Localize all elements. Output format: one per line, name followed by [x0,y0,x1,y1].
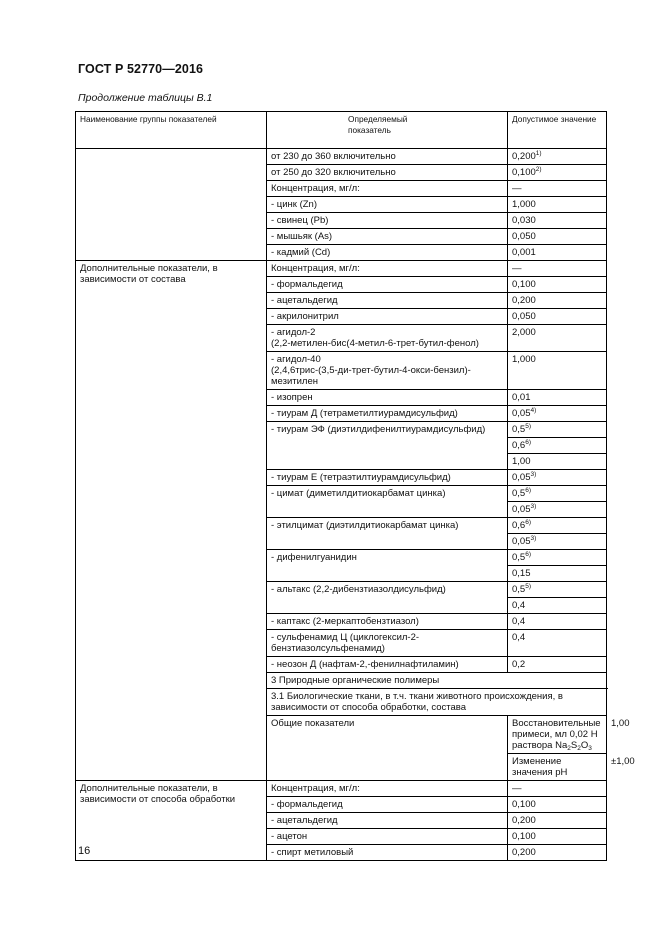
indicator-cell [508,716,607,754]
indicator-cell: - ацетон [267,829,508,845]
value-cell [508,422,607,438]
indicator-cell: - тиурам ЭФ (диэтилдифенилтиурамдисульфид) [267,422,508,470]
indicator-cell: - неозон Д (нафтам-2,-фенилнафтиламин) [267,657,508,673]
value-cell: 0,15 [508,566,607,582]
indicator-cell: - тиурам Д (тетраметилтиурамдисульфид) [267,406,508,422]
indicator-line: (2,2-метилен-бис(4-метил-6-трет-бутил-фенол) [271,338,479,349]
indicator-cell: Концентрация, мг/л: [267,181,508,197]
value-cell [508,149,607,165]
value: 0,6 [512,520,526,531]
value-cell: 1,00 [508,454,607,470]
table-header-row [76,112,607,149]
value-cell: 0,200 [508,293,607,309]
indicator-text: Восстановительные примеси, мл 0,02 Н раствора Na [512,718,601,751]
value-cell [508,438,607,454]
value-cell: 0,050 [508,309,607,325]
value-cell [508,550,607,566]
section-heading: 3 Природные органические полимеры [267,673,607,689]
value-cell: 0,030 [508,213,607,229]
indicator-cell: - формальдегид [267,797,508,813]
group-cell-empty [76,149,267,261]
table-caption: Продолжение таблицы В.1 [78,92,213,104]
value: 0,6 [512,440,526,451]
value-cell: 2,000 [508,325,607,352]
indicator-cell [267,325,508,352]
subscript: 2 [567,745,571,752]
document-header: ГОСТ Р 52770—2016 [78,62,204,76]
value-cell [508,502,607,518]
value: 0,5 [512,488,526,499]
indicator-text: S [570,740,578,751]
indicator-cell: - кадмий (Cd) [267,245,508,261]
indicator-cell: - ацетальдегид [267,293,508,309]
indicator-cell: - дифенилгуанидин [267,550,508,582]
footnote-ref: 6) [525,519,531,526]
value-cell [508,165,607,181]
value-cell [508,518,607,534]
value: 0,05 [512,536,531,547]
value: 0,100 [512,167,536,178]
indicator-cell: - сульфенамид Ц (циклогексил-2-бензтиазолсульфенамид) [267,630,508,657]
footnote-ref: 5) [525,423,531,430]
footnote-ref: 2) [535,166,542,173]
group-cell: Общие показатели [267,716,508,781]
value-cell: 0,050 [508,229,607,245]
group-cell: Дополнительные показатели, в зависимости от способа обработки [76,781,267,861]
value-cell: — [508,261,607,277]
indicator-cell: - спирт метиловый [267,845,508,861]
indicator-cell: от 250 до 320 включительно [267,165,508,181]
indicator-cell: - этилцимат (диэтилдитиокарбамат цинка) [267,518,508,550]
indicator-cell: - альтакс (2,2-дибензтиазолдисульфид) [267,582,508,614]
footnote-ref: 3) [530,535,537,542]
indicator-cell: Изменение значения pH [508,754,607,781]
indicator-cell: - цимат (диметилдитиокарбамат цинка) [267,486,508,518]
table-row [76,261,607,277]
indicator-cell: - формальдегид [267,277,508,293]
subscript: 2 [577,745,581,752]
footnote-ref: 6) [525,551,531,558]
value-cell: 1,000 [508,352,607,390]
footnote-ref: 6) [525,487,531,494]
value-cell: 1,000 [508,197,607,213]
footnote-ref: 6) [525,439,531,446]
indicator-cell: - каптакс (2-меркаптобензтиазол) [267,614,508,630]
group-cell: Дополнительные показатели, в зависимости от состава [76,261,267,781]
value-cell: 0,100 [508,277,607,293]
indicator-cell: - свинец (Pb) [267,213,508,229]
footnote-ref: 4) [530,407,537,414]
indicator-cell [267,352,508,390]
value-cell: 0,4 [508,630,607,657]
page-number: 16 [78,845,91,857]
value: 0,200 [512,151,536,162]
indicator-cell: - мышьяк (As) [267,229,508,245]
table-row [76,781,607,797]
column-header-group: Наименование группы показателей [76,112,267,149]
value-cell [508,406,607,422]
value-cell [508,486,607,502]
value-cell: 0,4 [508,598,607,614]
indicator-cell: - тиурам Е (тетраэтилтиурамдисульфид) [267,470,508,486]
value-cell: 0,001 [508,245,607,261]
subscript: 3 [588,745,592,752]
table-row: Общие показатели Восстановительные примеси, мл 0,02 Н раствора $Na_2S_2O_3$ 1,00 [76,716,607,754]
value: 0,05 [512,408,531,419]
indicator-cell: Концентрация, мг/л: [267,261,508,277]
value-cell: 0,01 [508,390,607,406]
indicator-text: O [580,740,589,751]
indicator-cell: - ацетальдегид [267,813,508,829]
footnote-ref: 3) [530,471,537,478]
value-cell: 0,200 [508,813,607,829]
value-cell [508,534,607,550]
subsection-heading: 3.1 Биологические ткани, в т.ч. ткани животного происхождения, в зависимости от способа обработки, состава [267,689,607,716]
indicator-line: (2,4,6трис-(3,5-ди-трет-бутил-4-окси-бензил)-мезитилен [271,365,471,387]
footnote-ref: 3) [530,503,537,510]
value: 0,5 [512,552,526,563]
value: 0,05 [512,504,531,515]
column-header-value: Допустимое значение [508,112,607,149]
footnote-ref: 1) [535,150,542,157]
indicator-cell: - изопрен [267,390,508,406]
value-cell: 0,100 [508,829,607,845]
value-cell: — [508,181,607,197]
value-cell: — [508,781,607,797]
indicator-cell: от 230 до 360 включительно [267,149,508,165]
indicator-cell: Концентрация, мг/л: [267,781,508,797]
value-cell: 0,200 [508,845,607,861]
value-cell: 0,4 [508,614,607,630]
value-cell [508,470,607,486]
indicators-table [75,111,635,861]
value-cell: 0,100 [508,797,607,813]
value: 0,5 [512,424,526,435]
value-cell [508,582,607,598]
table-row: Изменение значения pH ±1,00 [76,754,607,781]
value-cell: 0,2 [508,657,607,673]
value: 0,05 [512,472,531,483]
column-header-indicator [267,112,508,149]
value: 0,5 [512,584,526,595]
indicator-line: - агидол-40 [271,354,321,365]
table-row [76,149,607,165]
indicator-cell: - цинк (Zn) [267,197,508,213]
column-header-indicator-text: Определяемый показатель [348,114,408,135]
indicator-line: - агидол-2 [271,327,316,338]
footnote-ref: 5) [525,583,531,590]
indicator-cell: - акрилонитрил [267,309,508,325]
